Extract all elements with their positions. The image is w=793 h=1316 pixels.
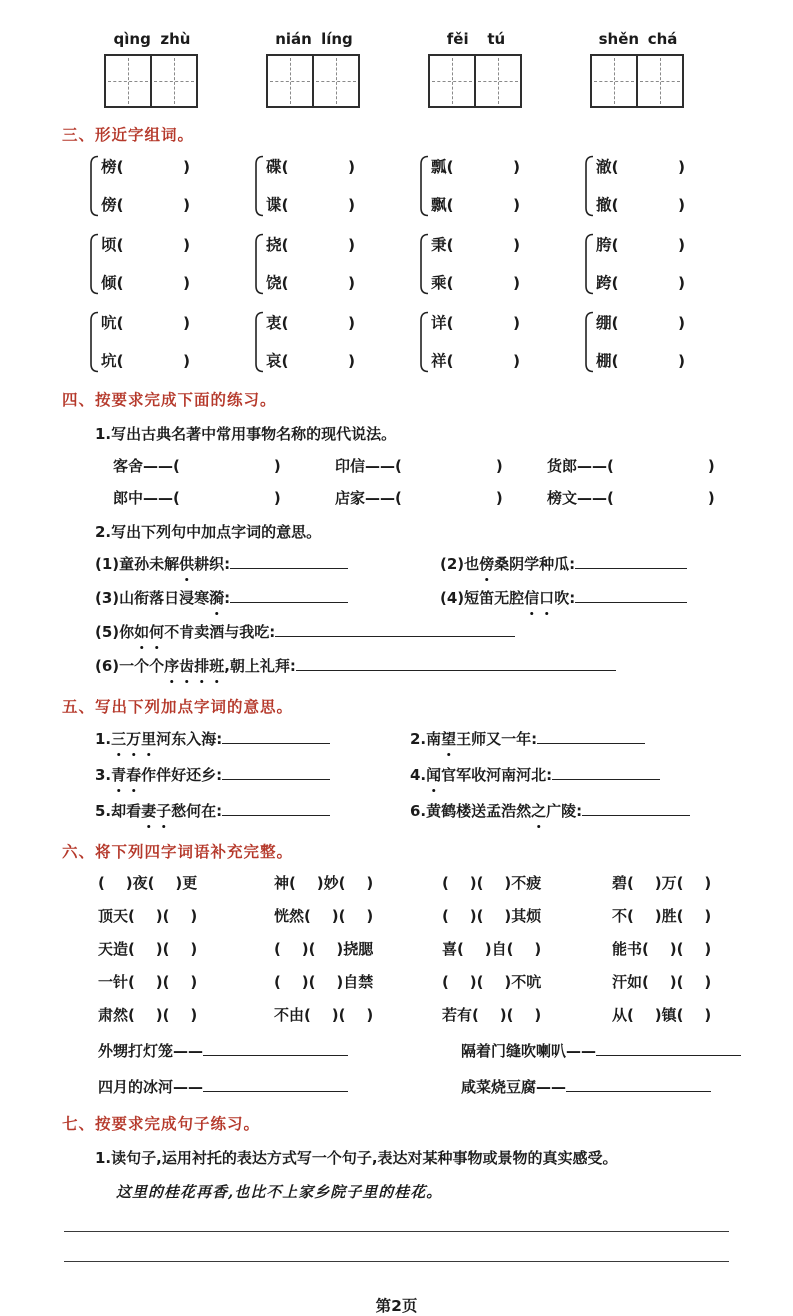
idiom-item: 若有( )( ) (442, 1006, 542, 1024)
answer-blank (296, 657, 616, 671)
pinyin-syllable: chá (647, 30, 678, 48)
emphasized-char: 里 (141, 726, 156, 753)
idiom-item: ( )夜( )更 (98, 874, 198, 892)
char-pair (583, 311, 748, 373)
answer-blank (222, 802, 330, 816)
emphasized-char: 口 (539, 585, 554, 612)
emphasized-char: 何 (149, 619, 164, 646)
char-pair-top: 吭( ) (101, 314, 191, 332)
idiom-item: ( )( )自禁 (274, 973, 374, 991)
text-segment: 不肯卖酒与我吃: (164, 623, 276, 641)
pinyin-syllable: qìng (113, 30, 151, 48)
answer-blank (566, 1078, 711, 1092)
brace-icon (88, 155, 99, 217)
section4-q2-label: 2.写出下列句中加点字词的意思。 (95, 523, 322, 541)
idiom-item: 一针( )( ) (98, 973, 198, 991)
pinyin-syllable: tú (487, 30, 506, 48)
section3-title: 三、形近字组词。 (62, 126, 195, 144)
text-segment: 愁何在: (171, 802, 223, 820)
idiom-item: 能书( )( ) (612, 940, 712, 958)
answer-blank (575, 589, 687, 603)
exercise-item (410, 762, 793, 789)
writing-cell (150, 56, 196, 106)
emphasized-char: 之 (531, 798, 546, 825)
brace-icon (253, 311, 264, 373)
xiehouyu-lead: 咸菜烧豆腐—— (461, 1078, 567, 1096)
page-number: 第2页 (375, 1297, 418, 1315)
char-pair-bottom: 傍( ) (101, 196, 191, 214)
modern-name-item: 郎中——( ) (113, 489, 281, 507)
emphasized-char: 春 (126, 762, 141, 789)
emphasized-char: 闻 (426, 762, 441, 789)
char-pair-lines (266, 155, 355, 217)
answer-blank (596, 1042, 741, 1056)
writing-cell (592, 56, 636, 106)
char-pair-top: 详( ) (431, 314, 521, 332)
char-pair (88, 311, 253, 373)
char-pair (583, 233, 748, 295)
xiehouyu-lead: 隔着门缝吹喇叭—— (461, 1042, 597, 1060)
answer-blank (552, 766, 660, 780)
pinyin-group (266, 30, 362, 108)
exercise-item (95, 585, 440, 612)
text-segment: 河东入海: (156, 730, 223, 748)
answer-line (64, 1231, 729, 1232)
idiom-item: ( )( )不疲 (442, 874, 542, 892)
pinyin-group (104, 30, 200, 108)
modern-name-item: 货郎——( ) (547, 457, 715, 475)
brace-icon (418, 155, 429, 217)
text-segment: (2)也 (440, 555, 480, 573)
writing-grid (104, 54, 198, 108)
emphasized-char: 万 (126, 726, 141, 753)
char-pair-lines (596, 233, 685, 295)
answer-blank (203, 1042, 348, 1056)
pinyin-syllable: shěn (598, 30, 640, 48)
char-pair (253, 233, 418, 295)
pinyin-syllable: nián (275, 30, 312, 48)
xiehouyu-item (461, 1076, 793, 1097)
idiom-item: 从( )镇( ) (612, 1006, 712, 1024)
emphasized-char: 排 (194, 653, 209, 680)
char-pair-bottom: 谍( ) (266, 196, 356, 214)
emphasized-char: 供 (179, 551, 194, 578)
modern-names-grid (113, 455, 793, 508)
idiom-item: 喜( )自( ) (442, 940, 542, 958)
answer-blank (275, 623, 515, 637)
text-segment: (4)短笛无腔 (440, 589, 525, 607)
exercise-item (95, 798, 410, 825)
exercise-item (440, 585, 793, 612)
emphasized-char: 傍 (479, 551, 494, 578)
char-pair-lines (101, 233, 190, 295)
answer-blank (230, 555, 348, 569)
char-pair-top: 绷( ) (596, 314, 686, 332)
emphasized-char: 班 (209, 653, 224, 680)
text-segment: 吹: (554, 589, 576, 607)
text-segment: (5)你 (95, 623, 135, 641)
char-pair-bottom: 倾( ) (101, 274, 191, 292)
writing-cell (106, 56, 150, 106)
text-segment: 官军收河南河北: (441, 766, 553, 784)
text-segment: 2.南 (410, 730, 442, 748)
section7-q1-label: 1.读句子,运用衬托的表达方式写一个句子,表达对某种事物或景物的真实感受。 (95, 1149, 618, 1167)
emphasized-char: 序 (164, 653, 179, 680)
brace-icon (253, 233, 264, 295)
char-pair-bottom: 哀( ) (266, 352, 356, 370)
char-pair (88, 155, 253, 217)
answer-blank (222, 730, 330, 744)
emphasized-char: 妻 (141, 798, 156, 825)
answer-blank (203, 1078, 348, 1092)
modern-name-item: 印信——( ) (335, 457, 503, 475)
xiehouyu-item (98, 1040, 461, 1061)
char-pair-lines (266, 311, 355, 373)
char-pair-bottom: 坑( ) (101, 352, 191, 370)
text-segment: (1)童孙未解 (95, 555, 180, 573)
char-pair-top: 澈( ) (596, 158, 686, 176)
writing-cell (636, 56, 682, 106)
char-pair (418, 233, 583, 295)
brace-icon (583, 233, 594, 295)
pinyin-group (428, 30, 524, 108)
char-pair-bottom: 飘( ) (431, 196, 521, 214)
writing-cell (430, 56, 474, 106)
brace-icon (418, 311, 429, 373)
char-pair-top: 瓢( ) (431, 158, 521, 176)
char-pair (88, 233, 253, 295)
writing-grid (590, 54, 684, 108)
char-pair-lines (431, 233, 520, 295)
text-segment: (3)山衔落日浸寒 (95, 589, 210, 607)
text-segment: 6.黄鹤楼送孟浩然 (410, 802, 532, 820)
emphasized-char: 青 (111, 762, 126, 789)
emphasized-char: 如 (134, 619, 149, 646)
text-segment: 3. (95, 766, 112, 784)
exercise-item (95, 653, 793, 680)
emphasized-char: 漪 (209, 585, 224, 612)
exercise-item (410, 726, 793, 753)
char-pair (418, 311, 583, 373)
writing-cell (474, 56, 520, 106)
idiom-grid (98, 872, 793, 1025)
text-segment: 王师又一年: (456, 730, 538, 748)
xingjinzi-grid (88, 155, 748, 373)
char-pair-lines (431, 155, 520, 217)
text-segment: 桑阴学种瓜: (494, 555, 576, 573)
pinyin-label (590, 30, 686, 48)
char-pair-top: 挠( ) (266, 236, 356, 254)
char-pair-top: 衷( ) (266, 314, 356, 332)
idiom-item: ( )( )其烦 (442, 907, 542, 925)
exercise-item (95, 762, 410, 789)
idiom-item: 碧( )万( ) (612, 874, 712, 892)
pinyin-group (590, 30, 686, 108)
char-pair-bottom: 饶( ) (266, 274, 356, 292)
text-segment: 耕织: (194, 555, 231, 573)
idiom-item: 不由( )( ) (274, 1006, 374, 1024)
char-pair-top: 胯( ) (596, 236, 686, 254)
modern-name-item: 榜文——( ) (547, 489, 715, 507)
xiehouyu-item (461, 1040, 793, 1061)
idiom-item: 顶天( )( ) (98, 907, 198, 925)
exercise-item (95, 619, 793, 646)
text-segment: ,朝上礼拜: (224, 657, 296, 675)
text-segment: : (224, 589, 231, 607)
char-pair-lines (266, 233, 355, 295)
xiehouyu-lead: 外甥打灯笼—— (98, 1042, 204, 1060)
char-pair (253, 311, 418, 373)
emphasized-char: 齿 (179, 653, 194, 680)
char-pair-bottom: 撤( ) (596, 196, 686, 214)
xiehouyu-lead: 四月的冰河—— (98, 1078, 204, 1096)
idiom-item: 肃然( )( ) (98, 1006, 198, 1024)
idiom-item: 神( )妙( ) (274, 874, 374, 892)
text-segment: (6)一个个 (95, 657, 165, 675)
pinyin-label (104, 30, 200, 48)
section5-title: 五、写出下列加点字词的意思。 (62, 698, 294, 716)
char-pair-lines (101, 155, 190, 217)
text-segment: 作伴好还乡: (141, 766, 223, 784)
exercise-item (95, 726, 410, 753)
char-pair-lines (101, 311, 190, 373)
emphasized-char: 三 (111, 726, 126, 753)
char-pair-lines (431, 311, 520, 373)
char-pair-bottom: 乘( ) (431, 274, 521, 292)
idiom-item: ( )( )不吭 (442, 973, 542, 991)
answer-blank (537, 730, 645, 744)
char-pair-bottom: 棚( ) (596, 352, 686, 370)
writing-cell (312, 56, 358, 106)
answer-blank (230, 589, 348, 603)
brace-icon (418, 233, 429, 295)
char-pair-bottom: 跨( ) (596, 274, 686, 292)
section7-title: 七、按要求完成句子练习。 (62, 1115, 261, 1133)
brace-icon (583, 155, 594, 217)
char-pair-top: 碟( ) (266, 158, 356, 176)
writing-cell (268, 56, 312, 106)
emphasized-char: 子 (156, 798, 171, 825)
pinyin-label (266, 30, 362, 48)
writing-grid (266, 54, 360, 108)
exercise-item (95, 551, 440, 578)
section4-q1-label: 1.写出古典名著中常用事物名称的现代说法。 (95, 425, 397, 443)
pinyin-syllable: fěi (446, 30, 469, 48)
section4-q2-items (95, 551, 793, 680)
idiom-item: 汗如( )( ) (612, 973, 712, 991)
emphasized-char: 信 (524, 585, 539, 612)
text-segment: 1. (95, 730, 112, 748)
char-pair-top: 榜( ) (101, 158, 191, 176)
idiom-item: 不( )胜( ) (612, 907, 712, 925)
char-pair-lines (596, 155, 685, 217)
section4-title: 四、按要求完成下面的练习。 (62, 391, 277, 409)
brace-icon (583, 311, 594, 373)
brace-icon (88, 233, 99, 295)
brace-icon (88, 311, 99, 373)
char-pair (418, 155, 583, 217)
char-pair-top: 秉( ) (431, 236, 521, 254)
text-segment: 广陵: (546, 802, 583, 820)
text-segment: 4. (410, 766, 427, 784)
idiom-item: ( )( )挠腮 (274, 940, 374, 958)
writing-grid (428, 54, 522, 108)
answer-blank (582, 802, 690, 816)
emphasized-char: 望 (441, 726, 456, 753)
char-pair-bottom: 祥( ) (431, 352, 521, 370)
section6-title: 六、将下列四字词语补充完整。 (62, 843, 294, 861)
pinyin-syllable: zhù (160, 30, 191, 48)
xiehouyu-grid (98, 1040, 793, 1097)
example-sentence: 这里的桂花再香,也比不上家乡院子里的桂花。 (116, 1183, 443, 1201)
modern-name-item: 客舍——( ) (113, 457, 281, 475)
section5-items (95, 726, 793, 825)
exercise-item (410, 798, 793, 825)
char-pair-lines (596, 311, 685, 373)
pinyin-label (428, 30, 524, 48)
answer-line (64, 1261, 729, 1262)
pinyin-section (104, 30, 793, 108)
char-pair-top: 顷( ) (101, 236, 191, 254)
pinyin-syllable: líng (321, 30, 353, 48)
char-pair (253, 155, 418, 217)
answer-blank (575, 555, 687, 569)
exercise-item (440, 551, 793, 578)
idiom-item: 恍然( )( ) (274, 907, 374, 925)
answer-blank (222, 766, 330, 780)
brace-icon (253, 155, 264, 217)
text-segment: 5.却看 (95, 802, 142, 820)
xiehouyu-item (98, 1076, 461, 1097)
char-pair (583, 155, 748, 217)
idiom-item: 天造( )( ) (98, 940, 198, 958)
modern-name-item: 店家——( ) (335, 489, 503, 507)
